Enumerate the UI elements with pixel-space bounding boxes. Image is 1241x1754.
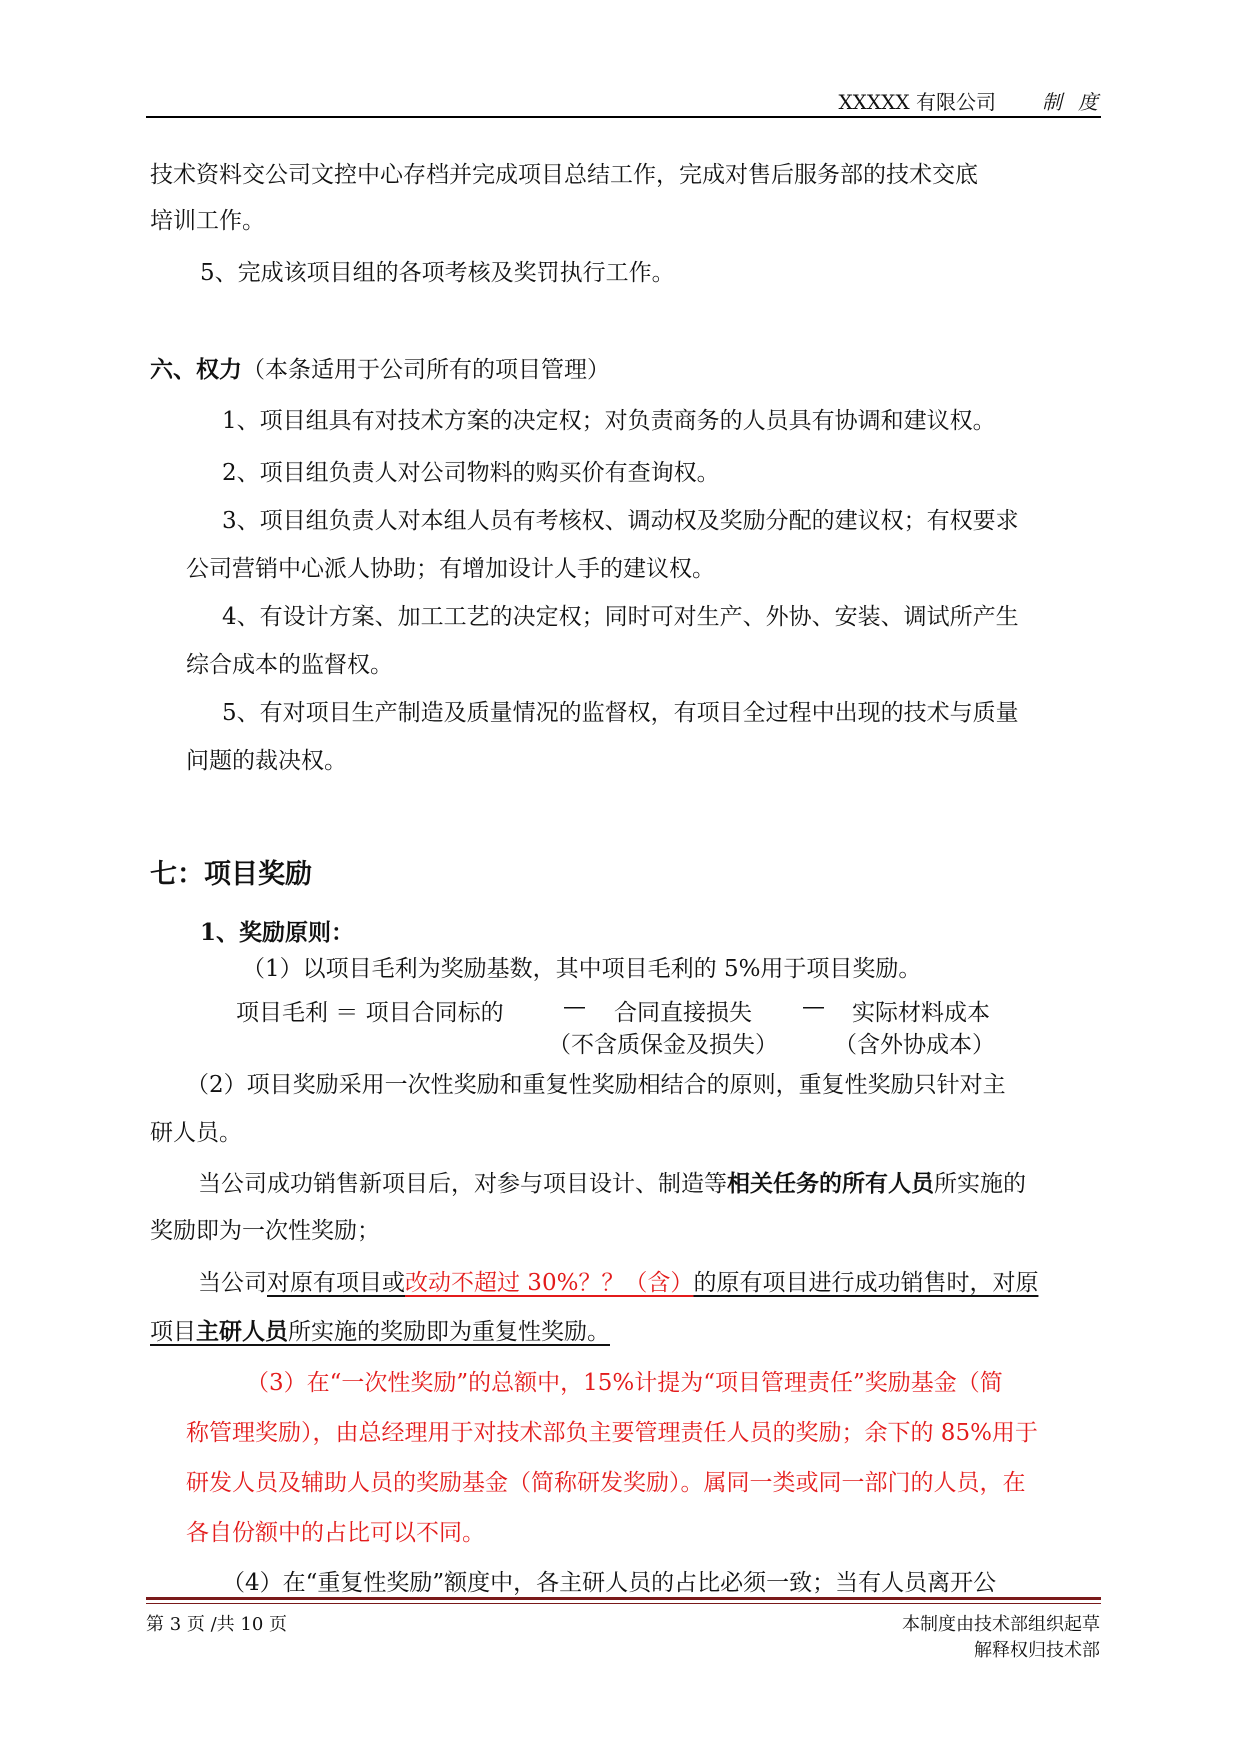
section-note: （本条适用于公司所有的项目管理） bbox=[242, 357, 610, 383]
list-item: 5、完成该项目组的各项考核及奖罚执行工作。 bbox=[200, 260, 675, 286]
list-item: 问题的裁决权。 bbox=[186, 748, 347, 774]
paragraph: 研人员。 bbox=[150, 1120, 242, 1146]
formula-note: （含外协成本） bbox=[834, 1032, 995, 1058]
section-heading bbox=[150, 354, 610, 386]
paragraph: 当公司成功销售新项目后，对参与项目设计、制造等相关任务的所有人员所实施的 bbox=[198, 1170, 1026, 1197]
list-item: 综合成本的监督权。 bbox=[186, 652, 393, 678]
underlined-text: 的原有项目进行成功销售时，对原 bbox=[693, 1270, 1039, 1296]
paragraph: 技术资料交公司文控中心存档并完成项目总结工作，完成对售后服务部的技术交底 bbox=[150, 162, 978, 188]
list-item: 1、项目组具有对技术方案的决定权；对负责商务的人员具有协调和建议权。 bbox=[222, 408, 996, 434]
paragraph: （4）在“重复性奖励”额度中，各主研人员的占比必须一致；当有人员离开公 bbox=[222, 1570, 997, 1596]
paragraph: （2）项目奖励采用一次性奖励和重复性奖励相结合的原则，重复性奖励只针对主 bbox=[186, 1072, 1006, 1098]
paragraph-red: 研发人员及辅助人员的奖励基金（简称研发奖励）。属同一类或同一部门的人员，在 bbox=[186, 1470, 1026, 1496]
emphasis: 相关任务的所有人员 bbox=[727, 1170, 934, 1197]
formula-term: 实际材料成本 bbox=[852, 1000, 990, 1026]
formula-dash: — bbox=[563, 994, 586, 1020]
emphasis: 主研人员 bbox=[196, 1318, 288, 1345]
underlined-text: 对原有项目或 bbox=[267, 1270, 405, 1296]
list-item: 3、项目组负责人对本组人员有考核权、调动权及奖励分配的建议权；有权要求 bbox=[222, 508, 1019, 534]
page-number: 第 3 页 /共 10 页 bbox=[146, 1614, 288, 1635]
page-header bbox=[720, 86, 1114, 115]
formula-dash: — bbox=[802, 994, 825, 1020]
paragraph: 培训工作。 bbox=[150, 208, 265, 234]
list-item: 公司营销中心派人协助；有增加设计人手的建议权。 bbox=[186, 556, 715, 582]
footer-note: 解释权归技术部 bbox=[974, 1640, 1100, 1661]
formula-term: 合同直接损失 bbox=[614, 1000, 752, 1026]
footer-rule bbox=[146, 1597, 1101, 1600]
section-title: 六、权力 bbox=[150, 356, 242, 383]
formula-note: （不含质保金及损失） bbox=[548, 1032, 778, 1058]
header-rule bbox=[146, 116, 1101, 118]
paragraph-red: （3）在“一次性奖励”的总额中，15%计提为“项目管理责任”奖励基金（简 bbox=[246, 1370, 1003, 1396]
section-heading: 七：项目奖励 bbox=[150, 859, 312, 890]
list-item: 4、有设计方案、加工工艺的决定权；同时可对生产、外协、安装、调试所产生 bbox=[222, 604, 1019, 630]
formula-lhs: 项目毛利 ＝ 项目合同标的 bbox=[236, 1000, 504, 1026]
subsection-heading: 1、奖励原则： bbox=[200, 919, 355, 946]
list-item: 2、项目组负责人对公司物料的购买价有查询权。 bbox=[222, 460, 720, 486]
paragraph: 项目主研人员所实施的奖励即为重复性奖励。 bbox=[150, 1318, 610, 1345]
paragraph-red: 称管理奖励），由总经理用于对技术部负主要管理责任人员的奖励；余下的 85%用于 bbox=[186, 1420, 1038, 1446]
paragraph-red: 各自份额中的占比可以不同。 bbox=[186, 1520, 485, 1546]
doc-type: 制度 bbox=[1042, 90, 1114, 114]
list-item: 5、有对项目生产制造及质量情况的监督权，有项目全过程中出现的技术与质量 bbox=[222, 700, 1019, 726]
footer-rule-thin bbox=[146, 1603, 1101, 1604]
paragraph: （1）以项目毛利为奖励基数，其中项目毛利的 5%用于项目奖励。 bbox=[242, 956, 922, 982]
highlighted-text: 改动不超过 30%？？（含） bbox=[405, 1270, 694, 1296]
paragraph: 奖励即为一次性奖励； bbox=[150, 1218, 380, 1244]
paragraph: 当公司对原有项目或改动不超过 30%？？（含）的原有项目进行成功销售时，对原 bbox=[198, 1270, 1039, 1296]
company-name: XXXXX 有限公司 bbox=[838, 90, 996, 114]
footer-note: 本制度由技术部组织起草 bbox=[902, 1614, 1100, 1635]
